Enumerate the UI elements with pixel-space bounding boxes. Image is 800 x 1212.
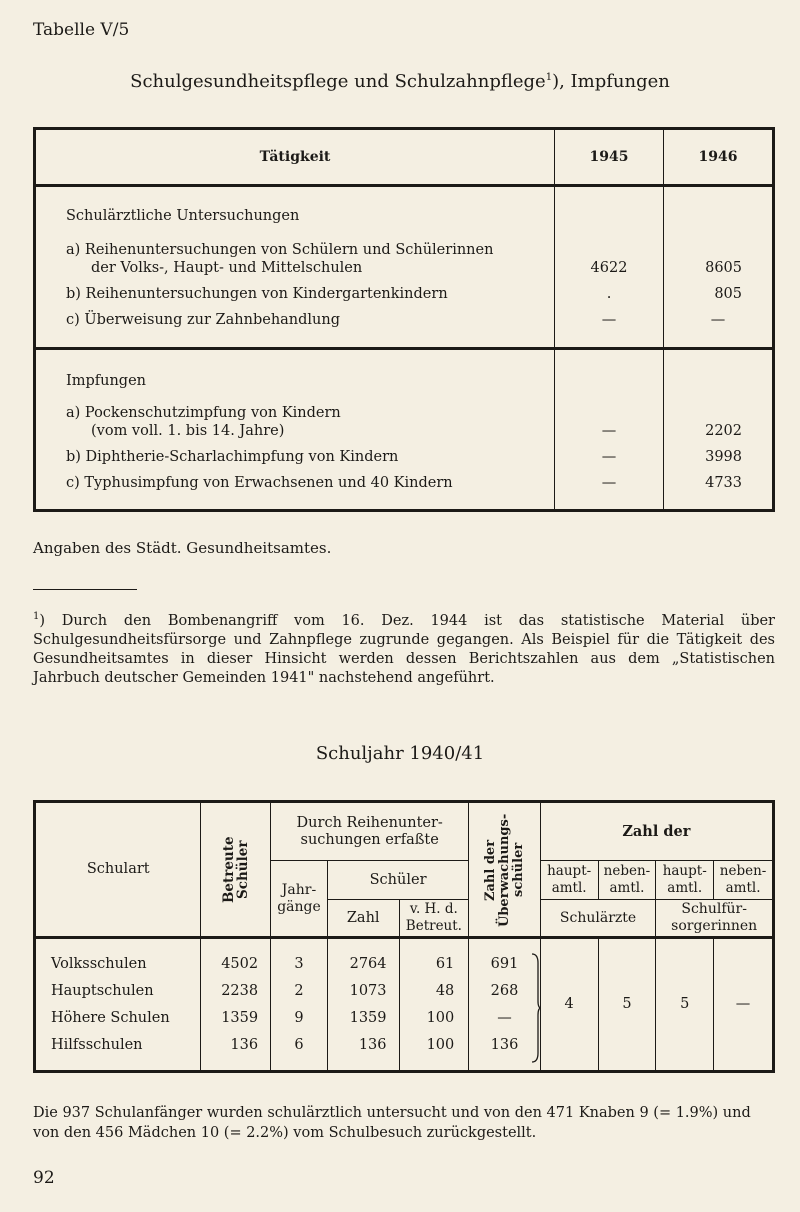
cell-value: — xyxy=(601,449,617,465)
row-label-cont: (vom voll. 1. bis 14. Jahre) xyxy=(91,423,285,439)
col-header-count-of: Zahl der xyxy=(540,802,773,861)
section-vaccinations xyxy=(35,349,774,511)
col-header-percent: v. H. d. Betreut. xyxy=(399,900,469,938)
row-label: c) Typhusimpfung von Erwachsenen und 40 Kindern xyxy=(66,475,453,491)
cell-value: — xyxy=(601,423,617,439)
cell-value: — xyxy=(497,1010,512,1026)
cell-value: — xyxy=(601,312,617,328)
section-labels xyxy=(35,186,555,349)
cell-value: 805 xyxy=(714,286,742,302)
brace-icon xyxy=(530,953,542,1063)
source-note: Angaben des Städt. Gesundheitsamtes. xyxy=(33,539,332,557)
cell-value: 136 xyxy=(490,1037,519,1053)
col-header-cared-pupils xyxy=(201,802,271,938)
row-label-cont: der Volks-, Haupt- und Mittelschulen xyxy=(91,260,363,276)
cell-value: 4502 xyxy=(221,956,259,972)
values-1945 xyxy=(555,186,664,349)
cell-value: 1073 xyxy=(349,983,387,999)
col-header-1945: 1945 xyxy=(555,129,664,186)
count-column xyxy=(327,938,399,1072)
section-labels xyxy=(35,349,555,511)
footnote-marker: 1 xyxy=(33,611,40,623)
cell-value: 100 xyxy=(426,1010,455,1026)
activity-table-header xyxy=(35,129,774,186)
cell-value: 3 xyxy=(294,956,304,972)
col-header-pupils: Schüler xyxy=(327,861,468,900)
title-text: Schulgesundheitspflege und Schulzahnpflege xyxy=(130,71,546,92)
table-row-label: Höhere Schulen xyxy=(51,1010,170,1026)
fulltime-doctors-value: 4 xyxy=(540,938,598,1072)
supervised-label: Zahl der Überwachungs-schüler xyxy=(482,812,526,927)
section-heading: Impfungen xyxy=(66,373,147,389)
cell-value: 4733 xyxy=(705,475,742,491)
cell-value: 2238 xyxy=(221,983,259,999)
section-heading: Schulärztliche Untersuchungen xyxy=(66,208,300,224)
closing-note: Die 937 Schulanfänger wurden schulärztlich untersucht und von den 471 Knaben 9 (= 1.9%) und von den 456 Mädchen 10 (= 2.2%) vom Schulbesuch zurückgestellt. xyxy=(33,1105,751,1141)
col-header-screened: Durch Reihenunter-suchungen erfaßte xyxy=(271,802,469,861)
table-label: Tabelle V/5 xyxy=(33,20,130,40)
cell-value: 136 xyxy=(358,1037,387,1053)
footnote-divider xyxy=(33,589,137,590)
cared-pupils-column xyxy=(201,938,271,1072)
parttime-doctors-value: 5 xyxy=(598,938,656,1072)
cell-value: 1359 xyxy=(349,1010,387,1026)
cell-value: 691 xyxy=(490,956,519,972)
cell-value: . xyxy=(606,286,612,302)
col-header-count: Zahl xyxy=(327,900,399,938)
cell-value: — xyxy=(710,312,726,328)
col-header-1946: 1946 xyxy=(664,129,774,186)
cell-value: 8605 xyxy=(705,260,742,276)
cell-value: 2 xyxy=(294,983,304,999)
activity-table xyxy=(33,127,775,512)
values-1945 xyxy=(555,349,664,511)
col-header-fulltime-nurses: haupt-amtl. xyxy=(656,861,714,900)
cell-value: 3998 xyxy=(705,449,742,465)
values-1946 xyxy=(664,186,774,349)
cell-value: 2764 xyxy=(349,956,387,972)
row-label: c) Überweisung zur Zahnbehandlung xyxy=(66,312,341,328)
supervised-column xyxy=(469,938,541,1072)
col-header-fulltime-doctors: haupt-amtl. xyxy=(540,861,598,900)
cell-value: — xyxy=(601,475,617,491)
table-row-label: Hauptschulen xyxy=(51,983,154,999)
page-title xyxy=(0,71,800,92)
col-header-school-type: Schulart xyxy=(35,802,201,938)
cell-value: 2202 xyxy=(705,423,742,439)
grades-column xyxy=(271,938,328,1072)
col-header-supervised xyxy=(469,802,541,938)
title-suffix: ), Impfungen xyxy=(552,71,670,92)
cared-pupils-label: Betreute Schüler xyxy=(220,836,251,903)
col-header-school-doctors: Schulärzte xyxy=(540,900,656,938)
school-exam-table xyxy=(33,800,775,1073)
row-label: b) Reihenuntersuchungen von Kindergartenkindern xyxy=(66,286,448,302)
values-1946 xyxy=(664,349,774,511)
col-header-parttime-doctors: neben-amtl. xyxy=(598,861,656,900)
col-header-parttime-nurses: neben-amtl. xyxy=(714,861,774,900)
table-row-label: Volksschulen xyxy=(51,956,147,972)
cell-value: 61 xyxy=(435,956,455,972)
col-header-activity: Tätigkeit xyxy=(35,129,555,186)
parttime-nurses-value: — xyxy=(714,938,774,1072)
school-type-column xyxy=(35,938,201,1072)
cell-value: 4622 xyxy=(590,260,628,276)
row-label: a) Pockenschutzimpfung von Kindern xyxy=(66,405,341,421)
fulltime-nurses-value: 5 xyxy=(656,938,714,1072)
cell-value: 6 xyxy=(294,1037,304,1053)
percent-column xyxy=(399,938,469,1072)
section-school-exams xyxy=(35,186,774,349)
cell-value: 48 xyxy=(435,983,455,999)
footnote-text: ) Durch den Bombenangriff vom 16. Dez. 1944 ist das statistische Material über Schulgesundheitsfürsorge und Zahnpflege zugrunde gegangen. Als Beispiel für die Tätigkeit des Gesundheitsamtes in dieser Hinsicht werden dessen Berichtszahlen aus dem „Statistischen Jahrbuch deutscher Gemeinden 1941" nachstehend angeführt. xyxy=(33,613,775,686)
page-number: 92 xyxy=(33,1168,55,1188)
cell-value: 1359 xyxy=(221,1010,259,1026)
col-header-grades: Jahr-gänge xyxy=(271,861,328,938)
table-row-label: Hilfsschulen xyxy=(51,1037,143,1053)
title-footnote-marker: 1 xyxy=(545,72,553,83)
school-year-title: Schuljahr 1940/41 xyxy=(315,743,485,764)
cell-value: 268 xyxy=(490,983,519,999)
row-label: a) Reihenuntersuchungen von Schülern und Schülerinnen xyxy=(66,242,494,258)
col-header-school-nurses: Schulfür-sorgerinnen xyxy=(656,900,774,938)
row-label: b) Diphtherie-Scharlachimpfung von Kindern xyxy=(66,449,399,465)
cell-value: 100 xyxy=(426,1037,455,1053)
footnote xyxy=(33,612,775,688)
cell-value: 9 xyxy=(294,1010,304,1026)
cell-value: 136 xyxy=(230,1037,259,1053)
